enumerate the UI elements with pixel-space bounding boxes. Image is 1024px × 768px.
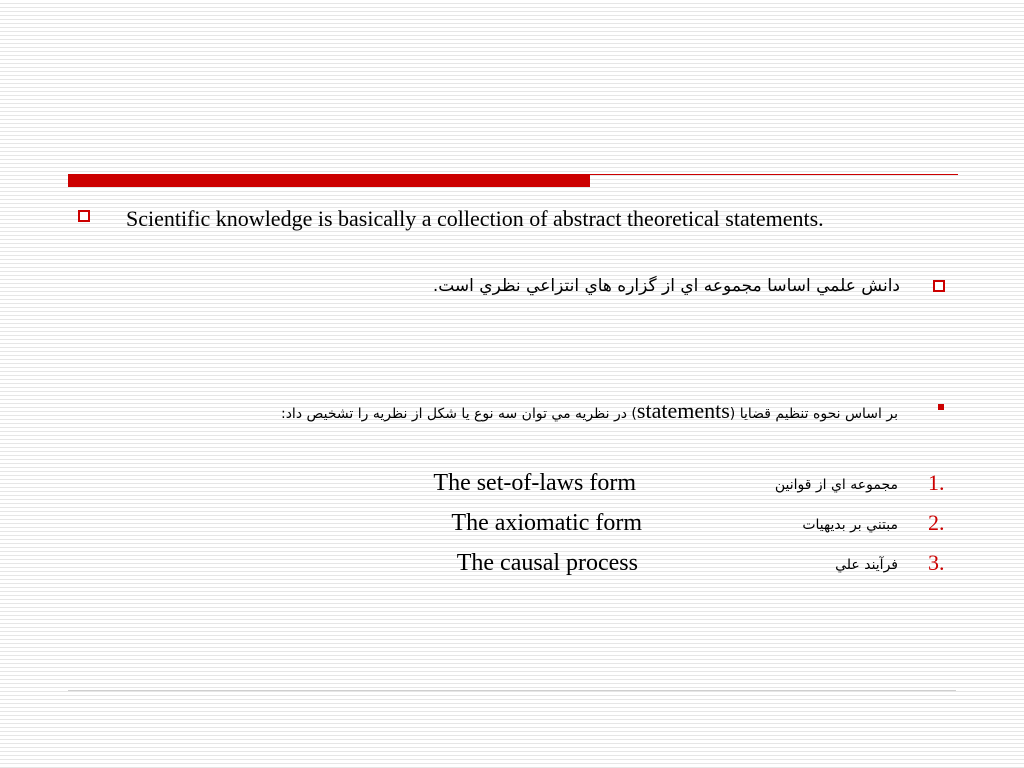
list-item — [0, 507, 1024, 543]
intro-text-before: بر اساس نحوه تنظيم قضايا ( — [729, 406, 898, 422]
bullet-text-persian: دانش علمي اساسا مجموعه اي از گزاره هاي انتزاعي نظري است. — [432, 276, 900, 296]
list-item-number: 2. — [928, 510, 945, 535]
hollow-square-icon — [78, 210, 90, 222]
theory-forms-intro — [78, 396, 898, 429]
list-item-persian: مجموعه اي از قوانين — [774, 477, 898, 493]
list-item-number: 3. — [928, 550, 945, 575]
list-item-number: 1. — [928, 470, 945, 495]
accent-line — [590, 174, 958, 175]
title-divider — [68, 174, 958, 188]
hollow-square-icon — [933, 280, 945, 292]
list-item-persian: فرآيند علي — [835, 557, 898, 573]
footer-divider — [68, 690, 956, 691]
list-item-english: The set-of-laws form — [433, 470, 636, 496]
list-item — [0, 547, 1024, 583]
bullet-text-english: Scientific knowledge is basically a collection of abstract theoretical statements. — [126, 206, 824, 231]
list-item-english: The axiomatic form — [451, 510, 642, 536]
list-item — [0, 467, 1024, 503]
intro-text-after: ) در نظريه مي توان سه نوع يا شكل از نظريه را تشخيص داد: — [280, 406, 637, 422]
filled-square-icon — [938, 404, 944, 410]
intro-latin-term: statements — [636, 398, 730, 423]
list-item-persian: مبتني بر بديهيات — [802, 517, 898, 533]
list-item-english: The causal process — [456, 550, 638, 576]
accent-bar — [68, 174, 590, 187]
